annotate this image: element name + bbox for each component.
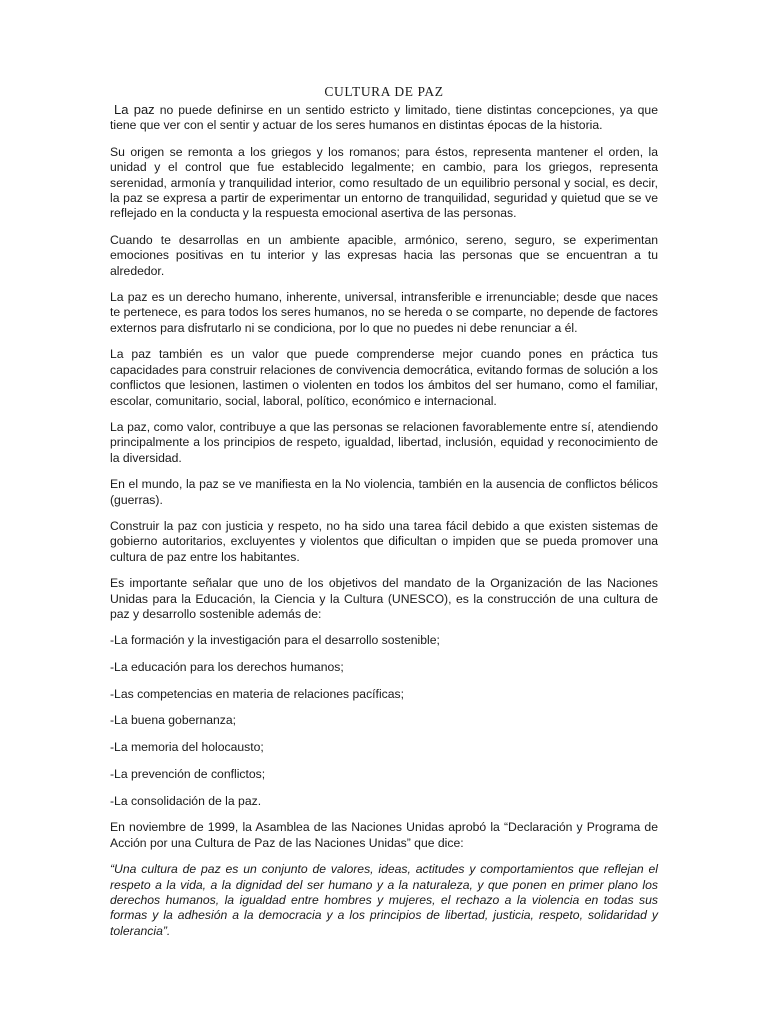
list-item: -La memoria del holocausto; [110,740,264,755]
intro-lead: La paz [114,102,155,117]
list-item: -La formación y la investigación para el desarrollo sostenible; [110,633,440,648]
document-body [110,84,658,939]
list-item: -La consolidación de la paz. [110,793,262,808]
paragraph-origin: Su origen se remonta a los griegos y los romanos; para éstos, representa mantener el orden, la unidad y el control que fue establecido legalmente; en cambio, para los griegos, representa serenidad, armonía y tranquilidad interior, como resultado de un equilibrio personal y social, es decir, la paz se expresa a partir de experimentar un entorno de tranquilidad, seguridad y quietud que se ve reflejado en la conducta y la respuesta emocional asertiva de las personas. [110,144,658,221]
paragraph-unesco: Es importante señalar que uno de los objetivos del mandato de la Organización de las Naciones Unidas para la Educación, la Ciencia y la Cultura (UNESCO), es la construcción de una cultura de paz y desarrollo sostenible además de: [110,576,658,621]
intro-text: no puede definirse en un sentido estricto y limitado, tiene distintas concepciones, ya que tiene que ver con el sentir y actuar de los seres humanos en distintas épocas de la historia. [110,103,658,133]
list-item: -Las competencias en materia de relaciones pacíficas; [110,686,405,701]
paragraph-environment: Cuando te desarrollas en un ambiente apacible, armónico, sereno, seguro, se experimentan emociones positivas en tu interior y las expresas hacia las personas que se encuentran a tu alrededor. [110,232,658,278]
list-item: -La buena gobernanza; [110,713,237,728]
paragraph-human-right: La paz es un derecho humano, inherente, universal, intransferible e irrenunciable; desde que naces te pertenece, es para todos los seres humanos, no se hereda o se comparte, no depende de factores externos para disfrutarlo ni se condiciona, por lo que no puedes ni debe renunciar a él. [110,290,658,335]
paragraph-declaration: En noviembre de 1999, la Asamblea de las Naciones Unidas aprobó la “Declaración y Programa de Acción por una Cultura de Paz de las Naciones Unidas” que dice: [110,820,658,850]
paragraph-value: La paz también es un valor que puede comprenderse mejor cuando pones en práctica tus capacidades para construir relaciones de convivencia democrática, evitando formas de solución a los conflictos que lesionen, lastimen o violenten en todos los ámbitos del ser humano, como el familiar, escolar, comunitario, social, laboral, político, económico e internacional. [110,347,658,408]
paragraph-principles: La paz, como valor, contribuye a que las personas se relacionen favorablemente entre sí, atendiendo principalmente a los principios de respeto, igualdad, libertad, inclusión, equidad y reconocimiento de la diversidad. [110,419,658,465]
paragraph-justice: Construir la paz con justicia y respeto, no ha sido una tarea fácil debido a que existen sistemas de gobierno autoritarios, excluyentes y violentos que dificultan o impiden que se pueda promover una cultura de paz entre los habitantes. [110,518,658,564]
intro-paragraph [110,102,658,134]
list-item: -La prevención de conflictos; [110,766,266,781]
list-item: -La educación para los derechos humanos; [110,660,344,675]
document-title: CULTURA DE PAZ [324,84,444,99]
unesco-objectives-list [110,633,658,809]
paragraph-world: En el mundo, la paz se ve manifiesta en la No violencia, también en la ausencia de conflictos bélicos (guerras). [110,477,658,507]
declaration-quote: “Una cultura de paz es un conjunto de valores, ideas, actitudes y comportamientos que reflejan el respeto a la vida, a la dignidad del ser humano y a la naturaleza, y que ponen en primer plano los derechos humanos, la igualdad entre hombres y mujeres, el rechazo a la violencia en todas sus formas y la adhesión a la democracia y a los principios de libertad, justicia, respeto, solidaridad y tolerancia”. [110,862,658,938]
